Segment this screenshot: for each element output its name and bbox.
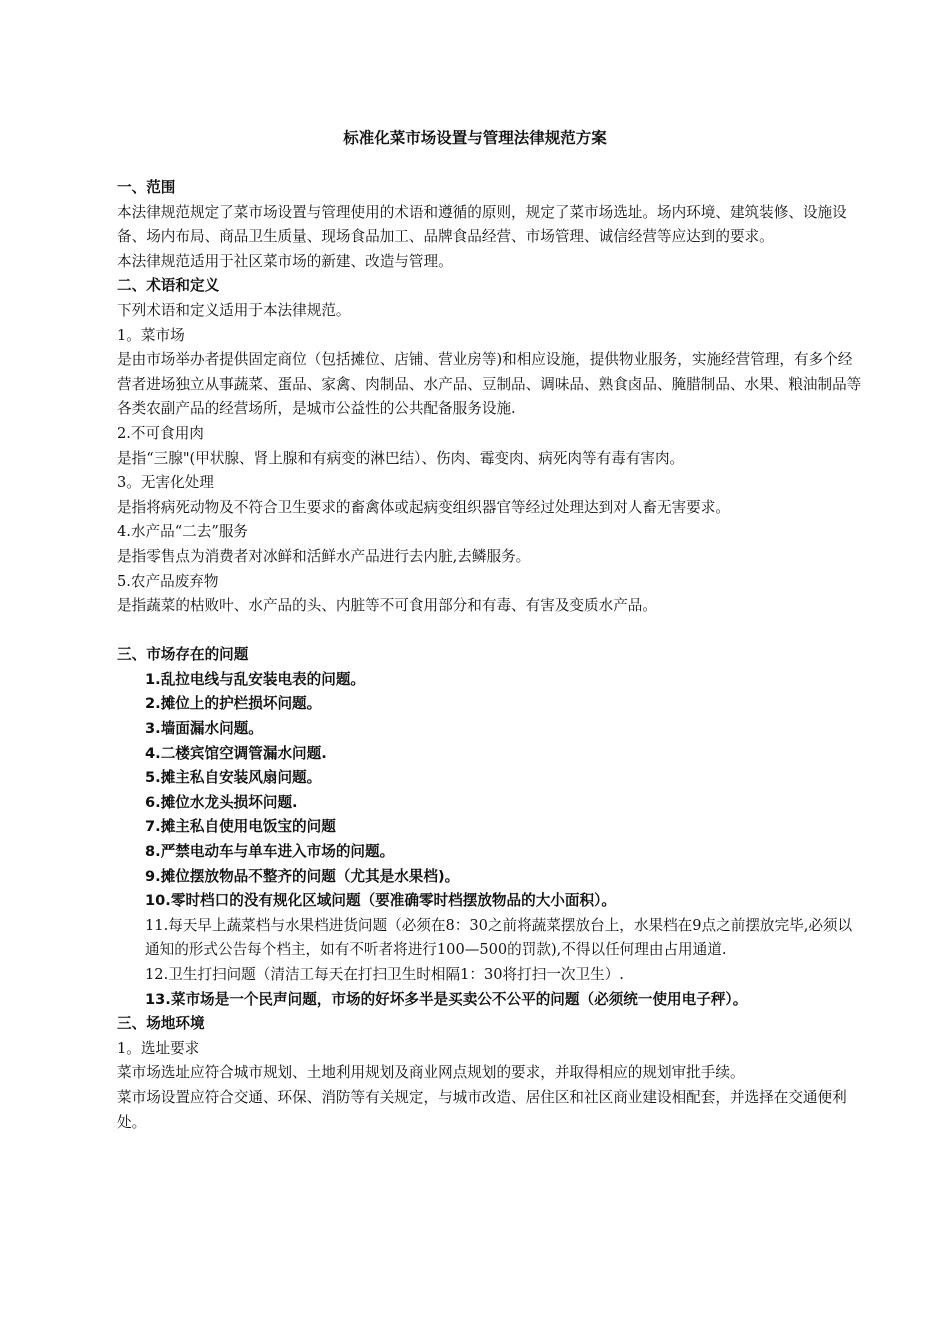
list-item: 9.摊位摆放物品不整齐的问题（尤其是水果档)。 — [145, 867, 460, 885]
list-item: 10.零时档口的没有规化区域问题（要准确零时档摆放物品的大小面积）。 — [145, 892, 616, 910]
term-title: 3。无害化处理 — [117, 474, 214, 492]
blank-line — [117, 619, 862, 644]
list-item: 8.严禁电动车与单车进入市场的问题。 — [145, 843, 395, 861]
term-title: 2.不可食用肉 — [117, 424, 204, 442]
list-item: 7.摊主私自使用电饭宝的问题 — [145, 818, 336, 836]
term-title: 4.水产品“二去”服务 — [117, 523, 249, 541]
term-definition: 是指将病死动物及不符合卫生要求的畜禽体或起病变组织器官等经过处理达到对人畜无害要求。 — [117, 498, 730, 516]
list-item: 13.菜市场是一个民声问题，市场的好坏多半是买卖公不公平的问题（必须统一使用电子秤）。 — [145, 990, 748, 1008]
section-heading-environment: 三、场地环境 — [117, 1015, 205, 1033]
document-title: 标准化菜市场设置与管理法律规范方案 — [343, 129, 607, 147]
list-item: 6.摊位水龙头损坏问题. — [145, 793, 298, 811]
section-heading-terms: 二、术语和定义 — [117, 277, 220, 295]
list-item: 4.二楼宾馆空调管漏水问题. — [145, 744, 327, 762]
term-definition: 是指零售点为消费者对冰鲜和活鲜水产品进行去内脏,去鳞服务。 — [117, 547, 531, 565]
list-item: 1.乱拉电线与乱安装电表的问题。 — [145, 670, 366, 688]
paragraph: 本法律规范规定了菜市场设置与管理使用的术语和遵循的原则，规定了菜市场选址。场内环境、建筑装修、设施设备、场内布局、商品卫生质量、现场食品加工、品牌食品经营、市场管理、诚信经营等应达到的要求。 — [117, 203, 847, 246]
paragraph: 下列术语和定义适用于本法律规范。 — [117, 301, 351, 319]
list-item: 5.摊主私自安装风扇问题。 — [145, 769, 322, 787]
section-heading-scope: 一、范围 — [117, 179, 176, 196]
term-title: 5.农产品废弃物 — [117, 572, 219, 590]
list-item: 11.每天早上蔬菜档与水果档进货问题（必须在8：30之前将蔬菜摆放台上，水果档在9点之前摆放完毕,必须以通知的形式公告每个档主，如有不听者将进行100—500的罚款),不得以任何理由占用通道. — [145, 916, 853, 959]
term-definition: 是由市场举办者提供固定商位（包括摊位、店铺、营业房等)和相应设施，提供物业服务，实施经营管理，有多个经营者进场独立从事蔬菜、蛋品、家禽、肉制品、水产品、豆制品、调味品、熟食卤品、腌腊制品、水果、粮油制品等各类农副产品的经营场所，是城市公益性的公共配备服务设施. — [117, 351, 862, 418]
list-item: 2.摊位上的护栏损坏问题。 — [145, 695, 322, 713]
paragraph: 菜市场选址应符合城市规划、土地利用规划及商业网点规划的要求，并取得相应的规划审批手续。 — [117, 1064, 745, 1082]
paragraph: 菜市场设置应符合交通、环保、消防等有关规定，与城市改造、居住区和社区商业建设相配套，并选择在交通便利处。 — [117, 1088, 847, 1131]
paragraph: 本法律规范适用于社区菜市场的新建、改造与管理。 — [117, 252, 453, 270]
term-definition: 是指蔬菜的枯败叶、水产品的头、内脏等不可食用部分和有毒、有害及变质水产品。 — [117, 597, 657, 615]
term-title: 1。菜市场 — [117, 326, 185, 344]
term-definition: 是指“三腺"(甲状腺、肾上腺和有病变的淋巴结）、伤肉、霉变肉、病死肉等有毒有害肉。 — [117, 449, 685, 467]
document-body — [117, 176, 862, 1135]
list-item: 3.墙面漏水问题。 — [145, 720, 263, 738]
term-title: 1。选址要求 — [117, 1039, 200, 1057]
section-heading-problems: 三、市场存在的问题 — [117, 646, 249, 664]
list-item: 12.卫生打扫问题（清洁工每天在打扫卫生时相隔1：30将打扫一次卫生）. — [145, 966, 624, 983]
